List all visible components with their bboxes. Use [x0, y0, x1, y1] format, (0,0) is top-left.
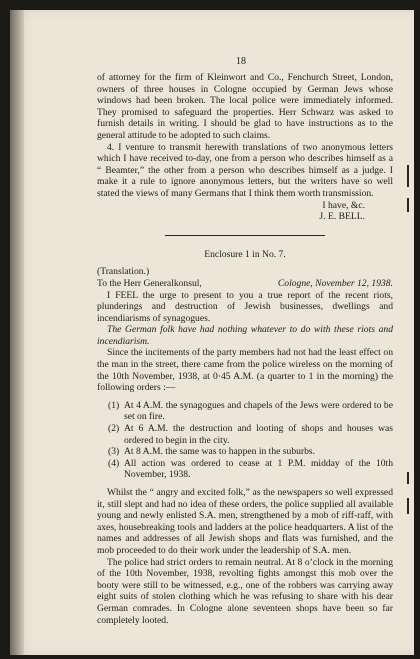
enclosure-heading: Enclosure 1 in No. 7. — [204, 248, 286, 260]
book-spine-shadow — [10, 10, 24, 655]
list-item-number: (4) — [108, 457, 120, 469]
list-item-text: At 8 A.M. the same was to happen in the suburbs. — [124, 446, 316, 458]
list-item-text: All action was ordered to cease at 1 P.M. midday of the 10th November, 1938. — [124, 457, 393, 481]
section-divider — [165, 235, 325, 236]
margin-mark — [407, 165, 409, 187]
paragraph-whilst: Whilst the “ angry and excited folk,” as the newspapers so well expressed it, still slept and had no idea of these orders, the police supplied all available young and newly enlisted S.A. men, strengthened by a mob of riff-raff, with axes, housebreaking tools and ladders at the police headquarters. A list of the names and addresses of all Jewish shops and flats was furnished, and the mob proceeded to do their work under the leadership of S.A. men. — [97, 487, 393, 556]
document-body — [97, 72, 393, 626]
paragraph-italic: The German folk have had nothing whatever to do with these riots and incendiarism. — [97, 324, 393, 347]
addressee: To the Herr Generalkonsul, — [97, 277, 202, 289]
document-page — [10, 10, 414, 655]
dateline: Cologne, November 12, 1938. — [277, 277, 393, 289]
translation-note: (Translation.) — [97, 266, 150, 278]
list-item — [97, 446, 393, 458]
list-item — [97, 458, 393, 481]
closing-line: I have, &c. — [322, 199, 365, 211]
page-number: 18 — [236, 56, 246, 67]
paragraph-orders: Since the incitements of the party members had not had the least effect on the man in the street, there came from the police wireless on the morning of the 10th November, 1938, at 0·45 A.M. (a quarter to 1 in the morning) the following orders :— — [97, 347, 393, 394]
margin-mark — [407, 472, 409, 484]
list-item-text: At 4 A.M. the synagogues and chapels of the Jews were ordered to be set on fire. — [124, 399, 393, 423]
signature: J. E. BELL. — [319, 211, 365, 223]
list-item-number: (2) — [108, 423, 120, 435]
paragraph-continuation: of attorney for the firm of Kleinwort and Co., Fenchurch Street, London, owners of three houses in Cologne occupied by German Jews whose windows had been broken. The local police were immediately informed. They promised to safeguard the properties. Herr Schwarz was asked to furnish details in writing. I should be glad to have instructions as to the general attitude to be adopted to such claims. — [97, 72, 393, 141]
paragraph-4: 4. I venture to transmit herewith translations of two anonymous letters which I have received to-day, one from a person who describes himself as a “ Beamter,” the other from a person who describes himself as a judge. I make it a rule to ignore anonymous letters, but the writers have so well stated the views of many Germans that I think them worth transmission. — [97, 141, 393, 199]
margin-mark — [407, 198, 409, 212]
orders-list — [97, 400, 393, 481]
list-item-number: (3) — [108, 446, 120, 458]
list-item — [97, 400, 393, 423]
margin-mark — [407, 498, 409, 514]
address-line — [97, 278, 393, 290]
list-item-number: (1) — [108, 399, 120, 411]
list-item — [97, 423, 393, 446]
list-item-text: At 6 A.M. the destruction and looting of shops and houses was ordered to begin in the city. — [124, 423, 393, 446]
paragraph-intro: I FEEL the urge to present to you a true report of the recent riots, plunderings and destruction of Jewish businesses, dwellings and incendiarisms of synagogues. — [97, 289, 393, 324]
paragraph-police: The police had strict orders to remain neutral. At 8 o’clock in the morning of the 10th November, 1938, revolting fights amongst this mob over the booty were still to be witnessed, e.g., one of the robbers was carrying away eight suits of stolen clothing which he was refusing to share with his dear German comrades. In Cologne alone seventeen shops have been so far completely looted. — [97, 556, 393, 626]
